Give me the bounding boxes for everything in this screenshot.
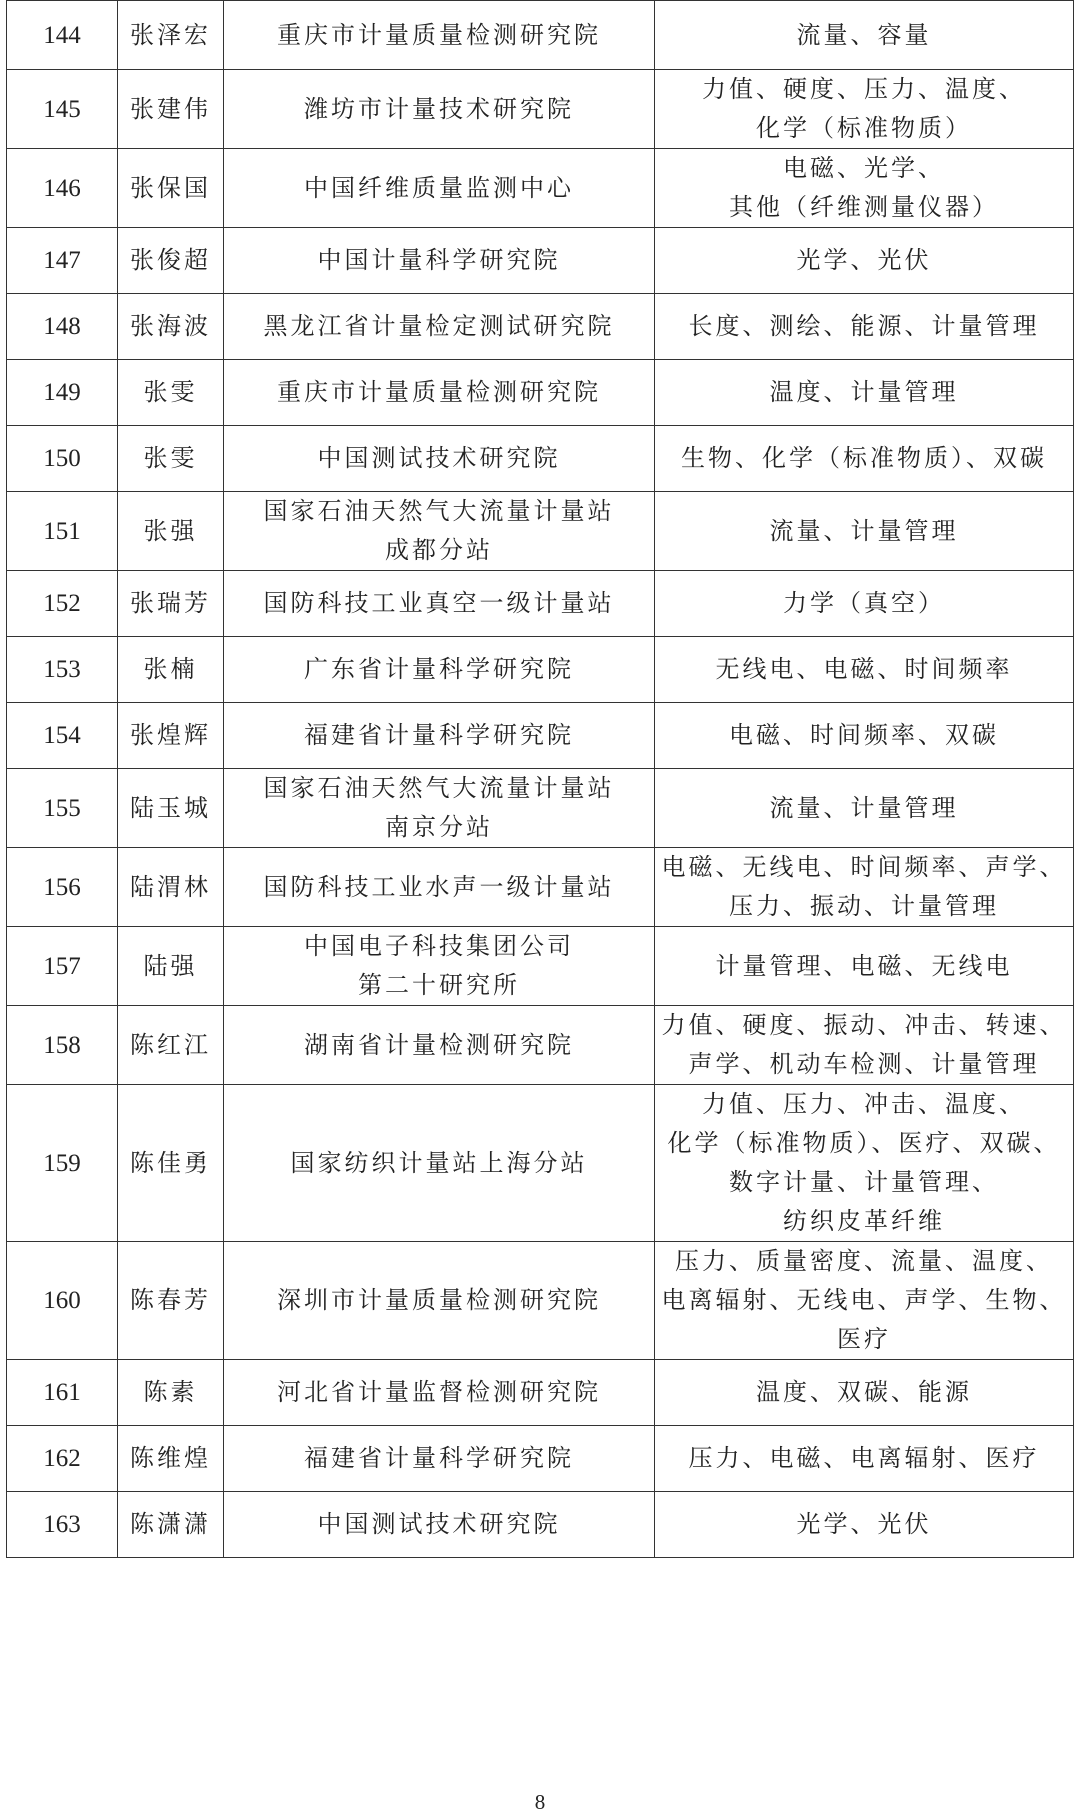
specialty-cell xyxy=(655,360,1074,426)
specialty-line: 力值、硬度、压力、温度、 xyxy=(702,75,1026,103)
specialty-line: 压力、质量密度、流量、温度、 xyxy=(675,1247,1053,1275)
row-number-cell: 151 xyxy=(7,492,118,571)
organization-line: 中国测试技术研究院 xyxy=(317,1510,561,1538)
row-number-cell: 146 xyxy=(7,149,118,228)
expert-roster-table xyxy=(6,0,1074,1558)
organization-cell xyxy=(224,1006,655,1085)
name-cell: 张保国 xyxy=(118,149,224,228)
name-cell: 张瑞芳 xyxy=(118,571,224,637)
organization-cell xyxy=(224,360,655,426)
name-cell: 陈维煌 xyxy=(118,1426,224,1492)
table-row xyxy=(7,1006,1074,1085)
row-number-cell: 150 xyxy=(7,426,118,492)
organization-line: 中国电子科技集团公司 xyxy=(304,932,574,960)
organization-cell xyxy=(224,927,655,1006)
row-number-cell: 163 xyxy=(7,1492,118,1558)
table-row xyxy=(7,70,1074,149)
row-number-cell: 149 xyxy=(7,360,118,426)
name-cell: 陈红江 xyxy=(118,1006,224,1085)
specialty-cell xyxy=(655,1426,1074,1492)
specialty-line: 力值、压力、冲击、温度、 xyxy=(702,1090,1026,1118)
row-number-cell: 153 xyxy=(7,637,118,703)
organization-line: 重庆市计量质量检测研究院 xyxy=(277,20,601,49)
specialty-line: 压力、振动、计量管理 xyxy=(729,892,999,920)
specialty-line: 温度、双碳、能源 xyxy=(756,1378,972,1406)
specialty-line: 电磁、无线电、时间频率、声学、 xyxy=(661,853,1067,881)
specialty-cell xyxy=(655,228,1074,294)
specialty-line: 长度、测绘、能源、计量管理 xyxy=(688,312,1040,340)
table-row xyxy=(7,426,1074,492)
specialty-line: 数字计量、计量管理、 xyxy=(729,1168,999,1196)
specialty-line: 光学、光伏 xyxy=(796,1510,932,1538)
specialty-line: 流量、容量 xyxy=(796,20,932,49)
specialty-cell xyxy=(655,1242,1074,1360)
name-cell: 陈潇潇 xyxy=(118,1492,224,1558)
specialty-cell xyxy=(655,848,1074,927)
specialty-cell xyxy=(655,1492,1074,1558)
table-row xyxy=(7,1426,1074,1492)
organization-cell xyxy=(224,149,655,228)
table-row xyxy=(7,1360,1074,1426)
organization-line: 中国纤维质量监测中心 xyxy=(304,173,574,202)
name-cell: 陈春芳 xyxy=(118,1242,224,1360)
specialty-line: 纺织皮革纤维 xyxy=(783,1207,945,1235)
table-row xyxy=(7,1085,1074,1242)
specialty-line: 化学（标准物质）、医疗、双碳、 xyxy=(667,1129,1061,1157)
page-number: 8 xyxy=(534,1790,546,1814)
organization-cell xyxy=(224,492,655,571)
specialty-cell xyxy=(655,769,1074,848)
specialty-cell xyxy=(655,492,1074,571)
organization-line: 广东省计量科学研究院 xyxy=(304,655,574,683)
name-cell: 张雯 xyxy=(118,360,224,426)
specialty-line: 电磁、时间频率、双碳 xyxy=(729,721,999,749)
name-cell: 张雯 xyxy=(118,426,224,492)
organization-line: 潍坊市计量技术研究院 xyxy=(304,94,574,123)
name-cell: 张煌辉 xyxy=(118,703,224,769)
specialty-cell xyxy=(655,149,1074,228)
name-cell: 陈佳勇 xyxy=(118,1085,224,1242)
specialty-line: 生物、化学（标准物质）、双碳 xyxy=(681,444,1047,472)
organization-cell xyxy=(224,571,655,637)
specialty-cell xyxy=(655,927,1074,1006)
row-number-cell: 147 xyxy=(7,228,118,294)
specialty-line: 电离辐射、无线电、声学、生物、 xyxy=(661,1286,1067,1314)
name-cell: 张建伟 xyxy=(118,70,224,149)
row-number-cell: 161 xyxy=(7,1360,118,1426)
organization-line: 国家石油天然气大流量计量站 xyxy=(263,497,615,525)
row-number-cell: 157 xyxy=(7,927,118,1006)
row-number-cell: 159 xyxy=(7,1085,118,1242)
row-number-cell: 156 xyxy=(7,848,118,927)
row-number-cell: 160 xyxy=(7,1242,118,1360)
table-row xyxy=(7,1242,1074,1360)
specialty-cell xyxy=(655,1085,1074,1242)
table-row xyxy=(7,637,1074,703)
table-row xyxy=(7,769,1074,848)
table-row xyxy=(7,848,1074,927)
specialty-cell xyxy=(655,1006,1074,1085)
organization-cell xyxy=(224,1426,655,1492)
specialty-cell xyxy=(655,70,1074,149)
organization-line: 中国计量科学研究院 xyxy=(317,246,561,274)
name-cell: 陈素 xyxy=(118,1360,224,1426)
specialty-line: 计量管理、电磁、无线电 xyxy=(715,951,1013,980)
specialty-cell xyxy=(655,426,1074,492)
row-number-cell: 144 xyxy=(7,1,118,70)
organization-cell xyxy=(224,703,655,769)
specialty-cell xyxy=(655,294,1074,360)
specialty-line: 医疗 xyxy=(837,1325,891,1353)
organization-cell xyxy=(224,848,655,927)
specialty-line: 力值、硬度、振动、冲击、转速、 xyxy=(661,1011,1067,1039)
specialty-line: 光学、光伏 xyxy=(796,246,932,274)
row-number-cell: 162 xyxy=(7,1426,118,1492)
organization-line: 国家石油天然气大流量计量站 xyxy=(263,774,615,802)
table-row xyxy=(7,927,1074,1006)
organization-cell xyxy=(224,426,655,492)
table-row xyxy=(7,492,1074,571)
organization-line: 福建省计量科学研究院 xyxy=(304,721,574,749)
name-cell: 陆玉城 xyxy=(118,769,224,848)
specialty-cell xyxy=(655,637,1074,703)
organization-line: 国防科技工业水声一级计量站 xyxy=(263,872,615,901)
organization-cell xyxy=(224,1,655,70)
specialty-line: 流量、计量管理 xyxy=(769,516,959,545)
specialty-cell xyxy=(655,571,1074,637)
table-row xyxy=(7,571,1074,637)
organization-line: 重庆市计量质量检测研究院 xyxy=(277,378,601,406)
organization-cell xyxy=(224,1360,655,1426)
name-cell: 陆渭林 xyxy=(118,848,224,927)
specialty-line: 无线电、电磁、时间频率 xyxy=(715,655,1013,683)
organization-line: 深圳市计量质量检测研究院 xyxy=(277,1286,601,1314)
organization-cell xyxy=(224,769,655,848)
table-row xyxy=(7,1,1074,70)
specialty-line: 电磁、光学、 xyxy=(783,154,945,182)
table-row xyxy=(7,1492,1074,1558)
organization-cell xyxy=(224,637,655,703)
roster-body xyxy=(7,1,1074,1558)
row-number-cell: 158 xyxy=(7,1006,118,1085)
organization-line: 福建省计量科学研究院 xyxy=(304,1444,574,1472)
name-cell: 张泽宏 xyxy=(118,1,224,70)
specialty-line: 流量、计量管理 xyxy=(769,793,959,822)
organization-line: 湖南省计量检测研究院 xyxy=(304,1030,574,1059)
row-number-cell: 145 xyxy=(7,70,118,149)
table-row xyxy=(7,294,1074,360)
row-number-cell: 148 xyxy=(7,294,118,360)
organization-cell xyxy=(224,1085,655,1242)
organization-cell xyxy=(224,1492,655,1558)
organization-cell xyxy=(224,1242,655,1360)
specialty-cell xyxy=(655,703,1074,769)
table-row xyxy=(7,228,1074,294)
organization-line: 河北省计量监督检测研究院 xyxy=(277,1378,601,1406)
specialty-line: 力学（真空） xyxy=(783,589,945,617)
name-cell: 张楠 xyxy=(118,637,224,703)
specialty-line: 声学、机动车检测、计量管理 xyxy=(688,1050,1040,1078)
organization-line: 国家纺织计量站上海分站 xyxy=(290,1148,588,1177)
organization-line: 成都分站 xyxy=(385,536,493,564)
table-row xyxy=(7,360,1074,426)
table-row xyxy=(7,703,1074,769)
organization-line: 黑龙江省计量检定测试研究院 xyxy=(263,312,615,340)
specialty-cell xyxy=(655,1,1074,70)
organization-line: 南京分站 xyxy=(385,813,493,841)
row-number-cell: 155 xyxy=(7,769,118,848)
organization-line: 第二十研究所 xyxy=(358,971,520,999)
table-row xyxy=(7,149,1074,228)
name-cell: 张俊超 xyxy=(118,228,224,294)
name-cell: 陆强 xyxy=(118,927,224,1006)
organization-cell xyxy=(224,294,655,360)
organization-cell xyxy=(224,70,655,149)
specialty-cell xyxy=(655,1360,1074,1426)
organization-cell xyxy=(224,228,655,294)
row-number-cell: 154 xyxy=(7,703,118,769)
specialty-line: 其他（纤维测量仪器） xyxy=(729,193,999,221)
name-cell: 张海波 xyxy=(118,294,224,360)
specialty-line: 化学（标准物质） xyxy=(756,114,972,142)
organization-line: 中国测试技术研究院 xyxy=(317,444,561,472)
row-number-cell: 152 xyxy=(7,571,118,637)
organization-line: 国防科技工业真空一级计量站 xyxy=(263,589,615,617)
specialty-line: 压力、电磁、电离辐射、医疗 xyxy=(688,1444,1040,1472)
specialty-line: 温度、计量管理 xyxy=(769,378,959,406)
name-cell: 张强 xyxy=(118,492,224,571)
